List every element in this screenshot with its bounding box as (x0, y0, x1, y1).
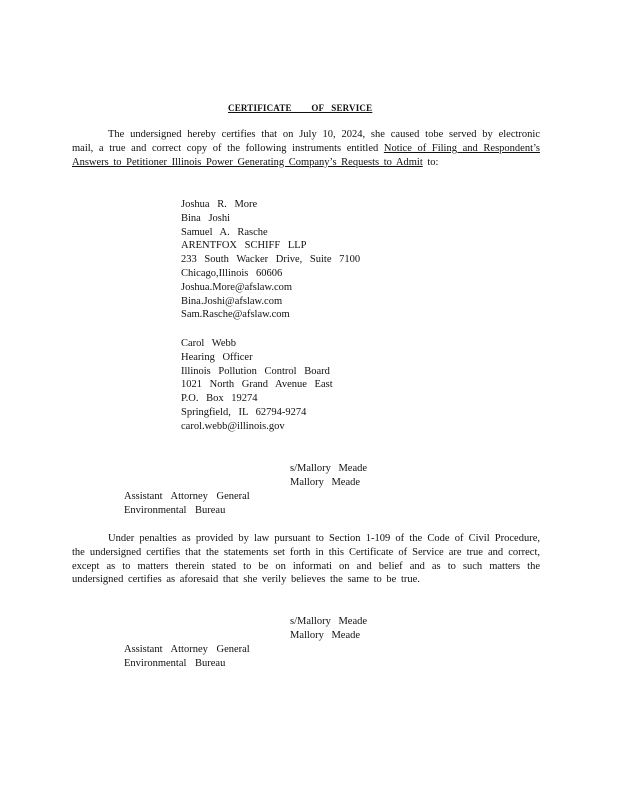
signer-title: Assistant Attorney General (124, 491, 250, 502)
signer-name: Mallory Meade (290, 629, 361, 641)
office-block-1 (124, 490, 250, 518)
intro-text: The undersigned hereby certifies that on July 10, 2024, she caused tobe served by electronic mail, a true and correct copy of the following instruments entitled (72, 129, 540, 154)
recipient-line: Joshua R. More (181, 199, 258, 210)
recipient-line: Samuel A. Rasche (181, 226, 268, 238)
signer-bureau: Environmental Bureau (124, 504, 226, 516)
recipient-block-arentfox (181, 198, 360, 322)
intro-ending: to: (422, 156, 439, 168)
recipient-line: ARENTFOX SCHIFF LLP (181, 240, 307, 252)
signature-block-2 (290, 615, 367, 643)
certification-paragraph (72, 532, 540, 587)
recipient-email: Bina.Joshi@afslaw.com (181, 295, 283, 307)
recipient-line: 233 South Wacker Drive, Suite 7100 (181, 254, 361, 266)
document-title: CERTIFICATE OF SERVICE (228, 103, 373, 113)
recipient-line: Carol Webb (181, 338, 236, 349)
office-block-2 (124, 643, 250, 671)
recipient-email: Sam.Rasche@afslaw.com (181, 309, 290, 321)
recipient-line: P.O. Box 19274 (181, 393, 258, 405)
recipient-email: Joshua.More@afslaw.com (181, 281, 293, 293)
signer-name: Mallory Meade (290, 476, 361, 488)
signature-block-1 (290, 462, 367, 490)
recipient-line: Springfield, IL 62794-9274 (181, 406, 307, 418)
recipient-line: Bina Joshi (181, 212, 231, 224)
recipient-email: carol.webb@illinois.gov (181, 420, 285, 432)
electronic-signature: s/Mallory Meade (290, 616, 368, 627)
certification-text: Under penalties as provided by law pursuant to Section 1-109 of the Code of Civil Procedure, the undersigned certifies that the statements set forth in this Certificate of Service are true and correct, except as to matters therein stated to be on informati on and belief and as to such matters the undersigned certifies as aforesaid that she verily believes the same to be true. (72, 533, 540, 586)
recipient-line: Hearing Officer (181, 351, 253, 363)
intro-paragraph (72, 128, 540, 169)
recipient-line: 1021 North Grand Avenue East (181, 379, 333, 391)
recipient-line: Illinois Pollution Control Board (181, 365, 330, 377)
recipient-line: Chicago,Illinois 60606 (181, 267, 283, 279)
recipient-block-hearing-officer (181, 337, 333, 434)
instrument-title: Notice of Filing and Respondent’s Answers to Petitioner Illinois Power Generating Company’s Requests to Admit (72, 142, 540, 168)
electronic-signature: s/Mallory Meade (290, 463, 368, 474)
signer-bureau: Environmental Bureau (124, 657, 226, 669)
signer-title: Assistant Attorney General (124, 644, 250, 655)
